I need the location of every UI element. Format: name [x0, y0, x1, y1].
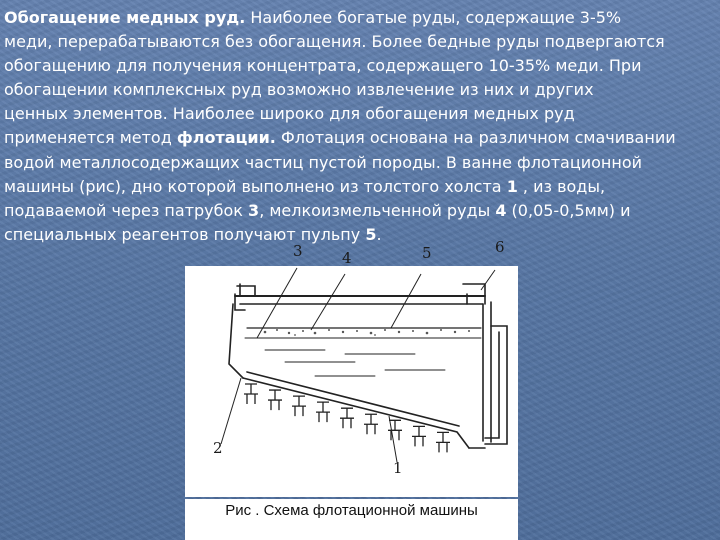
text-line-4: обогащении комплексных руд возможно извлечение из них и других	[4, 80, 594, 100]
air-valve	[412, 426, 426, 446]
air-valve	[340, 408, 354, 428]
section-title: Обогащение медных руд.	[4, 8, 246, 27]
text-line-7: водой металлосодержащих частиц пустой породы. В ванне флотационной	[4, 152, 643, 172]
figure-label-2: 2	[213, 439, 223, 457]
text-line-6: применяется метод флотации. Флотация основана на различном смачивании	[4, 128, 676, 148]
text-line-8: машины (рис), дно которой выполнено из толстого холста 1 , из воды,	[4, 176, 606, 196]
figure-label-5: 5	[422, 244, 432, 262]
flotation-machine-drawing	[185, 266, 518, 497]
text-line-1: Обогащение медных руд. Наиболее богатые руды, содержащие 3-5%	[4, 8, 622, 27]
text-line-5: ценных элементов. Наиболее широко для обогащения медных руд	[4, 104, 575, 124]
air-valve	[292, 396, 306, 416]
figure-label-4: 4	[342, 249, 352, 267]
text-line-2: меди, перерабатываются без обогащения. Более бедные руды подвергаются	[4, 32, 665, 52]
air-valve	[244, 384, 258, 404]
figure-label-1: 1	[393, 459, 403, 477]
air-valve	[316, 402, 330, 422]
text-line-9: подаваемой через патрубок 3, мелкоизмельченной руды 4 (0,05-0,5мм) и	[4, 200, 631, 220]
air-valve	[268, 390, 282, 410]
figure-label-6: 6	[495, 238, 505, 256]
slide-body-text	[4, 6, 716, 247]
text-line-3: обогащению для получения концентрата, содержащего 10-35% меди. При	[4, 56, 642, 76]
figure-label-3: 3	[293, 242, 303, 260]
text-line-10: специальных реагентов получают пульпу 5.	[4, 224, 382, 244]
air-valve	[364, 414, 378, 434]
air-valve	[436, 432, 450, 452]
figure-caption: Рис . Схема флотационной машины	[185, 499, 518, 540]
term-flotation: флотации.	[176, 128, 276, 148]
flotation-machine-figure	[185, 238, 518, 497]
